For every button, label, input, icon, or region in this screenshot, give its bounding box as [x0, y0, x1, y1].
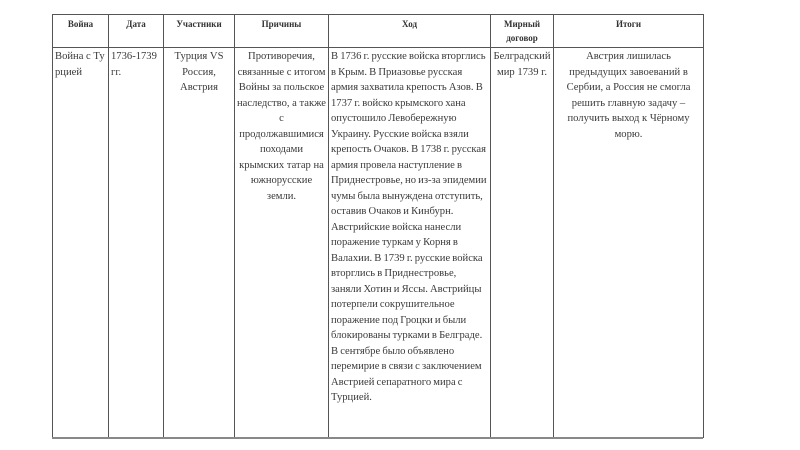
cell-causes: Противоречия, связанные с итогом Войны за польское наследство, а также с продолжавшимися походами крымских татар на южнорусские земли. — [235, 48, 329, 438]
header-results: Итоги — [554, 15, 704, 48]
header-participants: Участники — [164, 15, 235, 48]
history-table — [52, 14, 704, 438]
cell-peace-treaty: Белградский мир 1739 г. — [491, 48, 554, 438]
table-row — [53, 48, 704, 438]
header-date: Дата — [109, 15, 164, 48]
header-row — [53, 15, 704, 48]
header-causes: Причины — [235, 15, 329, 48]
table-bottom-border — [52, 437, 703, 439]
header-peace-line1: Мирный — [503, 19, 541, 29]
cell-course: В 1736 г. русские войска вторглись в Крым. В Приазовье русская армия захватила крепость Азов. В 1737 г. войско крымского хана опустошило Левобережную Украину. Русские войска взяли крепость Очаков. В 1738 г. русская армия провела наступление в Приднестровье, но из-за эпидемии чумы была вынуждена отступить, оставив Очаков и Кинбурн. Австрийские войска нанесли поражение туркам у Корня в Валахии. В 1739 г. русские войска вторглись в Приднестровье, заняли Хотин и Яссы. Австрийцы потерпели сокрушительное поражение под Гроцки и были блокированы турками в Белграде. В сентябре было объявлено перемирие в связи с заключением Австрией сепаратного мира с Турцией. — [329, 48, 491, 438]
cell-results: Австрия лишилась предыдущих завоеваний в Сербии, а Россия не смогла решить главную задачу – получить выход к Чёрному морю. — [554, 48, 704, 438]
cell-war: Война с Турцией — [53, 48, 109, 438]
header-peace-line2: договор — [506, 33, 538, 43]
header-course: Ход — [329, 15, 491, 48]
cell-date: 1736-1739 гг. — [109, 48, 164, 438]
header-war: Война — [53, 15, 109, 48]
cell-participants: Турция VS Россия, Австрия — [164, 48, 235, 438]
header-peace-treaty — [491, 15, 554, 48]
